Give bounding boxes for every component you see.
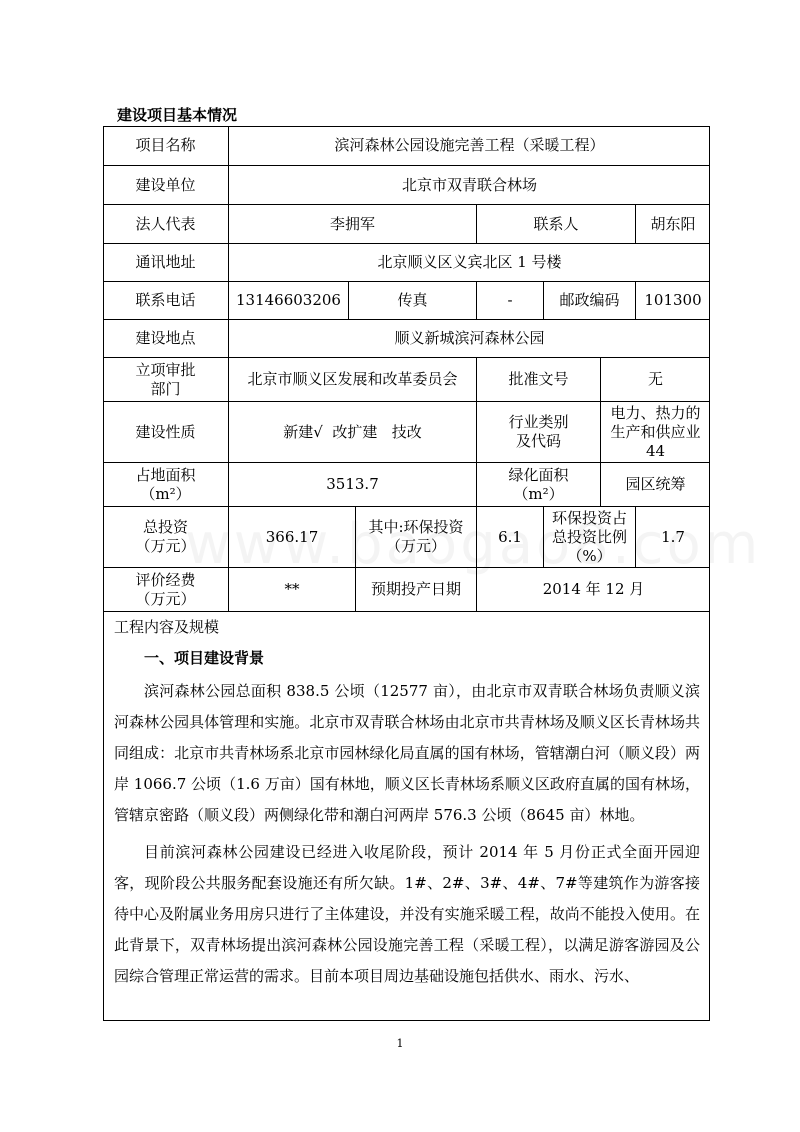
table-row-project-name: [103, 126, 710, 166]
fax-label: 传真: [348, 282, 476, 319]
approval-dept-label: 立项审批部门: [135, 360, 196, 398]
eval-fee-value: **: [228, 568, 355, 611]
area-label: 占地面积（m²）: [135, 465, 196, 503]
section-title: 一、项目建设背景: [144, 649, 265, 667]
postcode-label: 邮政编码: [543, 282, 635, 319]
green-area-label: 绿化面积（m²）: [476, 463, 600, 506]
env-invest-value: 6.1: [476, 507, 543, 567]
table-row-site: [103, 320, 710, 358]
legal-rep-label: 法人代表: [135, 214, 196, 233]
table-row-approval: [103, 358, 710, 402]
eval-fee-label: 评价经费（万元）: [135, 570, 196, 608]
address-label: 通讯地址: [135, 253, 196, 271]
project-content: [114, 616, 700, 998]
legal-rep-value: 李拥军: [228, 205, 476, 243]
table-row-eval-fee: [103, 568, 710, 612]
green-area-value: 园区统筹: [600, 463, 710, 506]
phone-value: 13146603206: [228, 282, 348, 319]
postcode-value: 101300: [635, 282, 710, 319]
area-value: 3513.7: [228, 463, 476, 506]
env-ratio-label: 环保投资占总投资比例（%）: [543, 507, 635, 567]
table-row-legal-rep: [103, 205, 710, 244]
unit-label: 建设单位: [135, 175, 196, 194]
approval-dept-value: 北京市顺义区发展和改革委员会: [228, 358, 476, 401]
content-label: 工程内容及规模: [114, 618, 220, 636]
contact-label: 联系人: [476, 205, 635, 243]
address-value: 北京顺义区义宾北区 1 号楼: [228, 244, 710, 281]
prod-date-value: 2014 年 12 月: [476, 568, 710, 611]
paragraph-2: 目前滨河森林公园建设已经进入收尾阶段，预计 2014 年 5 月份正式全面开园迎客，现阶段公共服务配套设施还有所欠缺。1#、2#、3#、4#、7#等建筑作为游客接待中心及附属业务用房只进行了主体建设，并没有实施采暖工程，故尚不能投入使用。在此背景下，双青林场提出滨河森林公园设施完善工程（采暖工程），以满足游客游园及公园综合管理正常运营的需求。目前本项目周边基础设施包括供水、雨水、污水、: [114, 843, 700, 985]
table-row-investment: [103, 507, 710, 568]
industry-label: 行业类别及代码: [476, 402, 600, 462]
nature-value: 新建√ 改扩建 技改: [228, 402, 476, 462]
phone-label: 联系电话: [135, 291, 196, 309]
section-heading: 建设项目基本情况: [117, 106, 238, 124]
site-value: 顺义新城滨河森林公园: [228, 320, 710, 357]
table-row-nature: [103, 402, 710, 463]
total-invest-value: 366.17: [228, 507, 355, 567]
table-row-unit: [103, 166, 710, 205]
project-name-value: 滨河森林公园设施完善工程（采暖工程）: [228, 126, 710, 165]
table-row-phone: [103, 282, 710, 320]
table-row-address: [103, 244, 710, 282]
nature-label: 建设性质: [135, 422, 196, 441]
approval-no-value: 无: [600, 358, 710, 401]
site-label: 建设地点: [135, 329, 196, 347]
contact-value: 胡东阳: [635, 205, 710, 243]
prod-date-label: 预期投产日期: [355, 568, 476, 611]
env-ratio-value: 1.7: [635, 507, 710, 567]
fax-value: -: [476, 282, 543, 319]
approval-no-label: 批准文号: [476, 358, 600, 401]
project-name-label: 项目名称: [135, 136, 196, 154]
unit-value: 北京市双青联合林场: [228, 166, 710, 204]
industry-value: 电力、热力的生产和供应业 44: [600, 402, 710, 462]
table-row-area: [103, 463, 710, 507]
page-number: 1: [396, 1037, 404, 1050]
total-invest-label: 总投资（万元）: [135, 518, 196, 555]
env-invest-label: 其中:环保投资（万元）: [355, 507, 476, 567]
paragraph-1: 滨河森林公园总面积 838.5 公顷（12577 亩），由北京市双青联合林场负责顺义滨河森林公园具体管理和实施。北京市双青联合林场由北京市共青林场及顺义区长青林场共同组成：北京市共青林场系北京市园林绿化局直属的国有林场，管辖潮白河（顺义段）两岸 1066.7 公顷（1.6 万亩）国有林地，顺义区长青林场系顺义区政府直属的国有林场，管辖京密路（顺义段）两侧绿化带和潮白河两岸 576.3 公顷（8645 亩）林地。: [114, 682, 700, 824]
